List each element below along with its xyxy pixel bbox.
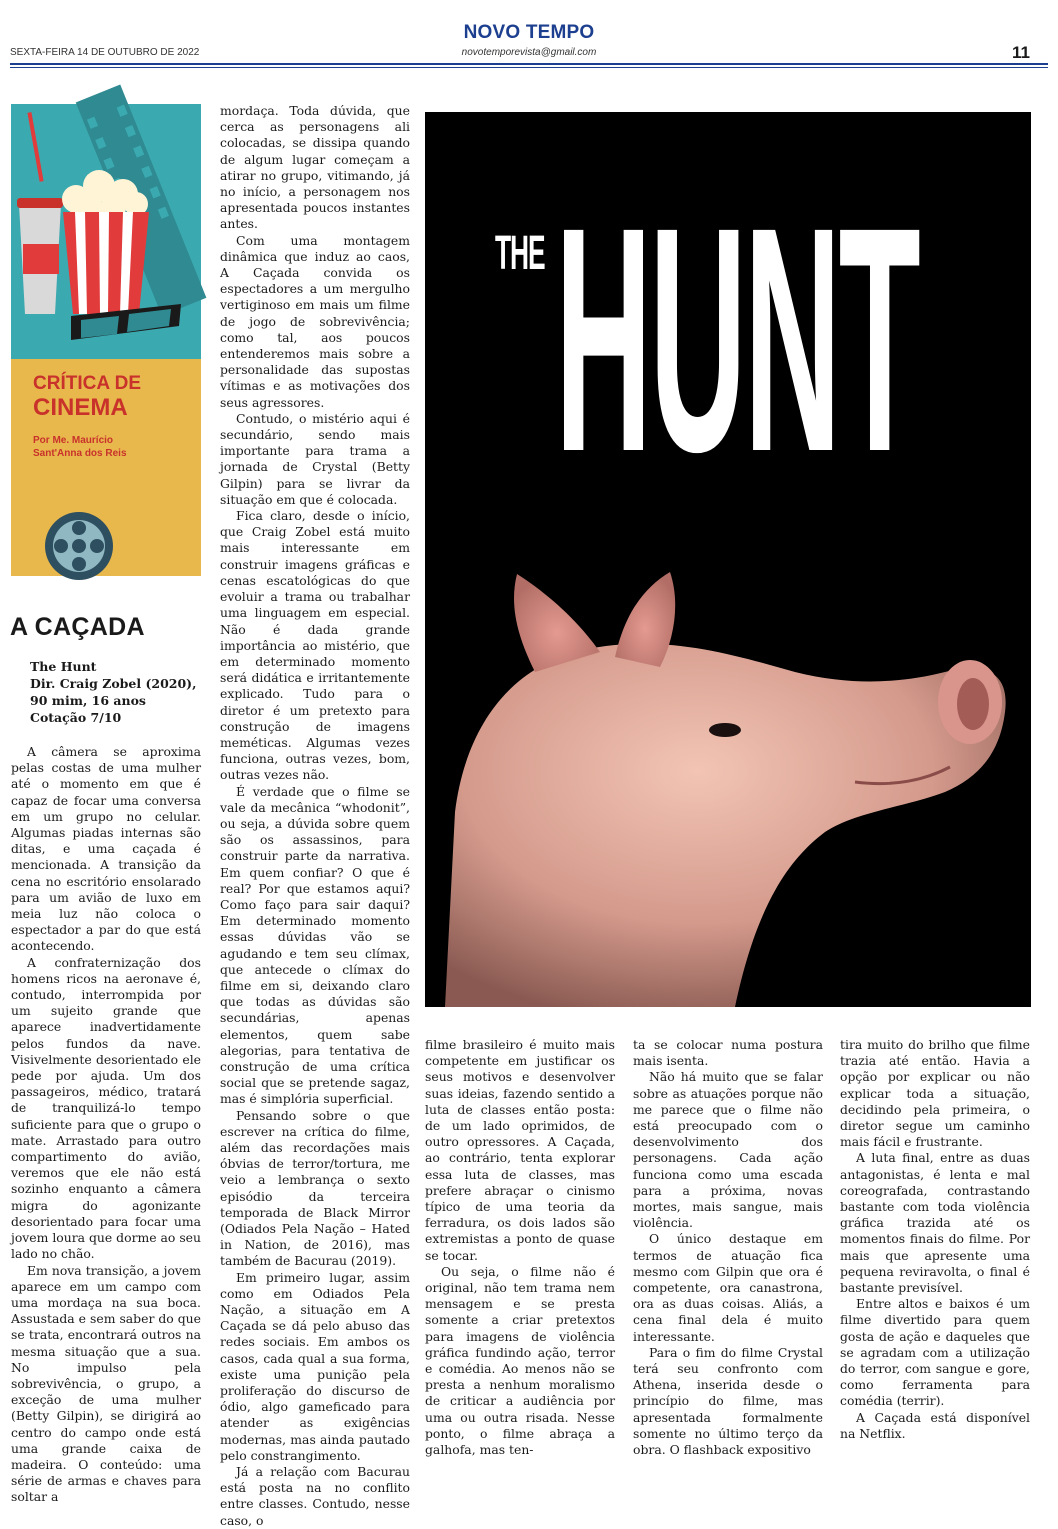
paragraph: Pensando sobre o que escrever na crítica do filme, além das recordações mais óbvias de terror/tortura, me veio a lembrança o sexto episódio da terceira temporada de Black Mirror (Odiados Pela Nação – Hated in Nation, de 2016), mas também de Bacurau (2019).	[220, 1107, 410, 1269]
contact-email[interactable]: novotemporevista@gmail.com	[461, 47, 597, 58]
article-column-2	[220, 103, 410, 1529]
paragraph: A Caçada está disponível na Netflix.	[840, 1409, 1030, 1441]
issue-date: SEXTA-FEIRA 14 DE OUTUBRO DE 2022	[10, 47, 200, 58]
paragraph: mordaça. Toda dúvida, que cerca as personagens ali colocadas, se dissipa quando de algum lugar começam a atirar no grupo, vitimando, já no início, a personagem nos apresentada poucos instantes antes.	[220, 103, 410, 232]
paragraph: Para o fim do filme Crystal terá seu confronto com Athena, inserida desde o princípio do filme, mas apresentada formalmente somente no último terço da obra. O flashback expositivo	[633, 1344, 823, 1458]
paragraph: A confraternização dos homens ricos na aeronave é, contudo, interrompida por um sujeito grande que aparece inadvertidamente pelos fundos da nave. Visivelmente desorientado ele pede por ajuda. Um dos passageiros, médico, tratará de tranquilizá-lo tempo suficiente para que o grupo o mate. Arrastado para outro compartimento do avião, veremos que ele não está sozinho enquanto a câmera migra do agonizante desorientado para focar uma jovem loura que dorme ao seu lado no chão.	[11, 954, 201, 1262]
paragraph: tira muito do brilho que filme trazia até então. Havia a opção por explicar ou não explicar toda a situação, decidindo pela primeira, o diretor segue um caminho mais fácil e frustrante.	[840, 1037, 1030, 1150]
paragraph: Em nova transição, a jovem aparece em um campo com uma mordaça na sua boca. Assustada e sem saber do que se trata, encontrará outros na mesma situação que a sua. No impulso pela sobrevivência, o grupo, a exceção de uma mulher (Betty Gilpin), se dirigirá ao centro do campo onde está uma grande caixa de madeira. O conteúdo: uma série de armas e chaves para soltar a	[11, 1262, 201, 1505]
paragraph: ta se colocar numa postura mais isenta.	[633, 1037, 823, 1069]
original-title: The Hunt	[30, 659, 97, 674]
paragraph: É verdade que o filme se vale da mecânica “whodonit”, ou seja, a dúvida sobre quem são os assassinos, para construir parte da narrativa. Em quem confiar? O que é real? Por que estamos aqui? Como faço para sair daqui? Em determinado momento essas dúvidas vão se agudando e tem seu clímax, que antecede o clímax do filme em si, deixando claro que todas as dúvidas são secundárias, apenas elementos, quem sabe alegorias, para tentativa de construção de uma crítica social que se pretende sagaz, mas é simplória superficial.	[220, 783, 410, 1107]
page-number: 11	[1012, 43, 1030, 62]
banner-title: CRÍTICA DE CINEMA	[33, 373, 142, 421]
paragraph: filme brasileiro é muito mais competente em justificar os seus motivos e desenvolver suas ideias, fazendo sentido a luta de classes então posta: de um lado oprimidos, de outro opressores. A Caçada, ao contrário, tenta explorar essa luta de classes, mas prefere abraçar o cinismo típico de uma teoria da ferradura, os dois lados são extremistas a ponto de quase se tocar.	[425, 1037, 615, 1263]
paragraph: Em primeiro lugar, assim como em Odiados Pela Nação, a situação em A Caçada se dá pelo abuso das redes sociais. Em ambos os casos, cada qual a sua forma, existe uma punição pela proliferação do discurso de ódio, algo gameficado para atender as exigências modernas, mas ainda pautado pelo constrangimento.	[220, 1269, 410, 1463]
article-column-3	[425, 1037, 615, 1458]
article-column-4	[633, 1037, 823, 1458]
film-credits: Dir. Craig Zobel (2020), 90 mim, 16 anos	[30, 676, 197, 708]
paragraph: Com uma montagem dinâmica que induz ao caos, A Caçada convida os espectadores a um mergulho vertiginoso em mais um filme de jogo de sobrevivência; como tal, aos poucos entenderemos mais sobre a personalidade das supostas vítimas e as motivações dos seus agressores.	[220, 232, 410, 410]
paragraph: A câmera se aproxima pelas costas de uma mulher até o momento em que é capaz de focar uma conversa em um grupo no celular. Algumas piadas internas são ditas, e uma caçada é mencionada. A transição da cena no escritório ensolarado para um avião de luxo em meia luz não coloca o espectador a par do que está acontecendo.	[11, 744, 201, 954]
paragraph: O único destaque em termos de atuação fica mesmo com Gilpin que ora é competente, ora canastrona, ora as duas coisas. Aliás, a cena final dela é muito interessante.	[633, 1231, 823, 1344]
paragraph: Fica claro, desde o início, que Craig Zobel está muito mais interessante em construir imagens gráficas e cenas escatológicas do que evoluir a trama ou trabalhar uma linguagem em especial. Não é dada grande importância ao mistério, que em determinado momento será didática e irritantemente explicado. Tudo para o diretor é um pretexto para construção de imagens meméticas. Algumas vezes funciona, outras vezes, bom, outras vezes não.	[220, 508, 410, 783]
header-rule	[10, 63, 1048, 65]
banner-byline: Por Me. Maurício Sant'Anna dos Reis	[33, 435, 127, 459]
paragraph: Ou seja, o filme não é original, não tem trama nem mensagem e se presta somente a criar pretextos para imagens de violência gráfica fundindo ação, terror e comédia. Ao menos não se presta a nenhum moralismo de criticar a audiência por uma ou outra risada. Nesse ponto, o filme abraça a galhofa, mas ten-	[425, 1263, 615, 1458]
review-title: A CAÇADA	[10, 613, 145, 641]
film-rating: Cotação 7/10	[30, 710, 122, 725]
publication-name: NOVO TEMPO	[463, 22, 595, 43]
paragraph: Não há muito que se falar sobre as atuações porque não me parece que o filme não está preocupado com o desenvolvimento dos personagens. Cada ação funciona como uma escada para a próxima, novas mortes, mais sangue, mais violência.	[633, 1069, 823, 1231]
cinema-illustration-icon	[11, 104, 201, 576]
article-column-5	[840, 1037, 1030, 1442]
article-column-1	[11, 744, 201, 1506]
poster-title-hunt: HUNT	[555, 160, 919, 518]
poster-title-the: THE	[495, 227, 545, 280]
movie-poster	[425, 112, 1031, 1007]
paragraph: Entre altos e baixos é um filme divertido para quem gosta de ação e daqueles que se agradam com a utilização do terror, com sangue e gore, como ferramenta para comédia (terrir).	[840, 1296, 1030, 1409]
header-rule-thin	[10, 67, 1048, 68]
paragraph: A luta final, entre as duas antagonistas, é lenta e mal coreografada, contrastando bastante com toda violência gráfica trazida até os momentos finais do filme. Por mais que apresente uma pequena reviravolta, o final é bastante previsível.	[840, 1150, 1030, 1296]
column-banner	[11, 104, 201, 576]
paragraph: Contudo, o mistério aqui é secundário, sendo mais importante para trama a jornada de Crystal (Betty Gilpin) para se livrar da situação em que é colocada.	[220, 410, 410, 507]
paragraph: Já a relação com Bacurau está posta na no conflito entre classes. Contudo, nesse caso, o	[220, 1464, 410, 1528]
